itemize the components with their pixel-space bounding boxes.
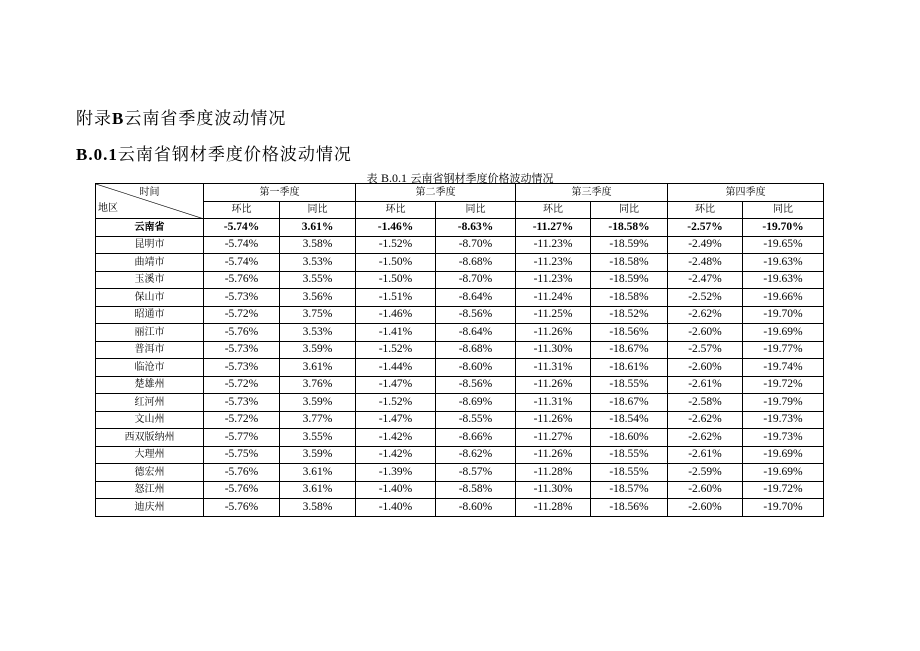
value-cell: -1.46% xyxy=(356,219,436,237)
value-cell: -5.74% xyxy=(204,236,280,254)
region-cell: 玉溪市 xyxy=(96,271,204,289)
value-cell: 3.58% xyxy=(280,499,356,517)
value-cell: -2.61% xyxy=(668,446,743,464)
value-cell: -18.59% xyxy=(591,271,668,289)
value-cell: -1.47% xyxy=(356,376,436,394)
value-cell: -19.77% xyxy=(743,341,824,359)
value-cell: -11.23% xyxy=(516,271,591,289)
value-cell: -11.24% xyxy=(516,289,591,307)
table-body xyxy=(96,219,824,517)
value-cell: -8.60% xyxy=(436,359,516,377)
sub-header: 环比 xyxy=(356,201,436,219)
value-cell: 3.55% xyxy=(280,429,356,447)
value-cell: -1.52% xyxy=(356,341,436,359)
value-cell: -18.56% xyxy=(591,324,668,342)
value-cell: -11.30% xyxy=(516,481,591,499)
quarter-header-row xyxy=(96,184,824,202)
sub-header: 同比 xyxy=(436,201,516,219)
value-cell: 3.75% xyxy=(280,306,356,324)
value-cell: -1.47% xyxy=(356,411,436,429)
value-cell: -5.73% xyxy=(204,341,280,359)
caption-number: B.0.1 xyxy=(380,171,407,185)
quarter-header: 第二季度 xyxy=(356,184,516,202)
value-cell: -19.70% xyxy=(743,219,824,237)
value-cell: 3.53% xyxy=(280,254,356,272)
sub-header: 环比 xyxy=(668,201,743,219)
value-cell: -2.60% xyxy=(668,499,743,517)
section-number: B.0.1 xyxy=(76,145,118,164)
value-cell: -1.40% xyxy=(356,481,436,499)
value-cell: -19.74% xyxy=(743,359,824,377)
value-cell: -18.54% xyxy=(591,411,668,429)
value-cell: -18.55% xyxy=(591,464,668,482)
region-cell: 普洱市 xyxy=(96,341,204,359)
value-cell: -1.39% xyxy=(356,464,436,482)
value-cell: -19.63% xyxy=(743,254,824,272)
table-row xyxy=(96,271,824,289)
table-row xyxy=(96,376,824,394)
value-cell: 3.55% xyxy=(280,271,356,289)
value-cell: -18.67% xyxy=(591,341,668,359)
value-cell: -8.62% xyxy=(436,446,516,464)
value-cell: -11.23% xyxy=(516,254,591,272)
value-cell: -11.31% xyxy=(516,394,591,412)
region-cell: 保山市 xyxy=(96,289,204,307)
value-cell: -8.64% xyxy=(436,324,516,342)
table-row xyxy=(96,359,824,377)
table-row xyxy=(96,464,824,482)
value-cell: -2.57% xyxy=(668,219,743,237)
value-cell: -19.69% xyxy=(743,324,824,342)
value-cell: -8.70% xyxy=(436,236,516,254)
value-cell: -11.23% xyxy=(516,236,591,254)
value-cell: -2.60% xyxy=(668,359,743,377)
value-cell: -2.49% xyxy=(668,236,743,254)
quarter-header: 第一季度 xyxy=(204,184,356,202)
region-cell: 德宏州 xyxy=(96,464,204,482)
sub-header: 同比 xyxy=(280,201,356,219)
table-row xyxy=(96,446,824,464)
value-cell: -2.57% xyxy=(668,341,743,359)
value-cell: -18.60% xyxy=(591,429,668,447)
value-cell: -2.61% xyxy=(668,376,743,394)
value-cell: 3.56% xyxy=(280,289,356,307)
value-cell: -11.28% xyxy=(516,499,591,517)
value-cell: -19.73% xyxy=(743,429,824,447)
value-cell: -8.69% xyxy=(436,394,516,412)
value-cell: -5.76% xyxy=(204,464,280,482)
value-cell: -19.66% xyxy=(743,289,824,307)
value-cell: 3.61% xyxy=(280,359,356,377)
corner-header-cell xyxy=(96,184,204,219)
section-title-text: 云南省钢材季度价格波动情况 xyxy=(117,145,352,165)
appendix-title-text: 云南省季度波动情况 xyxy=(124,109,287,129)
sub-header: 环比 xyxy=(204,201,280,219)
sub-header-row xyxy=(96,201,824,219)
table-row xyxy=(96,306,824,324)
value-cell: -11.26% xyxy=(516,411,591,429)
value-cell: -11.26% xyxy=(516,376,591,394)
value-cell: -8.70% xyxy=(436,271,516,289)
quarter-header: 第四季度 xyxy=(668,184,824,202)
value-cell: -1.50% xyxy=(356,271,436,289)
value-cell: -8.56% xyxy=(436,306,516,324)
value-cell: 3.61% xyxy=(280,464,356,482)
value-cell: -19.73% xyxy=(743,411,824,429)
value-cell: 3.53% xyxy=(280,324,356,342)
value-cell: -1.40% xyxy=(356,499,436,517)
value-cell: -5.75% xyxy=(204,446,280,464)
value-cell: -1.41% xyxy=(356,324,436,342)
region-cell: 楚雄州 xyxy=(96,376,204,394)
value-cell: -18.61% xyxy=(591,359,668,377)
value-cell: 3.59% xyxy=(280,394,356,412)
value-cell: -1.51% xyxy=(356,289,436,307)
value-cell: -8.56% xyxy=(436,376,516,394)
value-cell: -19.63% xyxy=(743,271,824,289)
value-cell: -2.59% xyxy=(668,464,743,482)
value-cell: -8.68% xyxy=(436,254,516,272)
region-cell: 昆明市 xyxy=(96,236,204,254)
value-cell: -5.72% xyxy=(204,411,280,429)
price-fluctuation-table xyxy=(95,183,824,517)
value-cell: -8.63% xyxy=(436,219,516,237)
value-cell: -5.76% xyxy=(204,271,280,289)
table-row xyxy=(96,341,824,359)
value-cell: -11.26% xyxy=(516,446,591,464)
value-cell: -11.25% xyxy=(516,306,591,324)
value-cell: -11.28% xyxy=(516,464,591,482)
corner-time-label: 时间 xyxy=(139,187,160,198)
region-cell: 曲靖市 xyxy=(96,254,204,272)
value-cell: -1.52% xyxy=(356,236,436,254)
value-cell: -5.73% xyxy=(204,394,280,412)
region-cell: 临沧市 xyxy=(96,359,204,377)
value-cell: -1.50% xyxy=(356,254,436,272)
table-row xyxy=(96,429,824,447)
table-row xyxy=(96,394,824,412)
value-cell: -8.68% xyxy=(436,341,516,359)
caption-text: 云南省钢材季度价格波动情况 xyxy=(410,172,554,185)
table-row xyxy=(96,411,824,429)
value-cell: -2.62% xyxy=(668,411,743,429)
value-cell: -1.46% xyxy=(356,306,436,324)
region-cell: 红河州 xyxy=(96,394,204,412)
value-cell: -19.79% xyxy=(743,394,824,412)
region-cell: 丽江市 xyxy=(96,324,204,342)
appendix-letter: B xyxy=(112,109,125,128)
value-cell: -19.70% xyxy=(743,499,824,517)
value-cell: -5.76% xyxy=(204,481,280,499)
sub-header: 同比 xyxy=(591,201,668,219)
caption-prefix: 表 xyxy=(366,172,378,185)
value-cell: -11.30% xyxy=(516,341,591,359)
value-cell: -2.62% xyxy=(668,429,743,447)
region-cell: 怒江州 xyxy=(96,481,204,499)
value-cell: -2.48% xyxy=(668,254,743,272)
value-cell: 3.59% xyxy=(280,446,356,464)
value-cell: -1.52% xyxy=(356,394,436,412)
value-cell: -5.72% xyxy=(204,376,280,394)
value-cell: -19.65% xyxy=(743,236,824,254)
value-cell: -5.76% xyxy=(204,324,280,342)
table-row-total xyxy=(96,219,824,237)
table-row xyxy=(96,236,824,254)
region-cell: 大理州 xyxy=(96,446,204,464)
value-cell: -11.27% xyxy=(516,429,591,447)
value-cell: -18.59% xyxy=(591,236,668,254)
value-cell: -1.42% xyxy=(356,429,436,447)
sub-header: 环比 xyxy=(516,201,591,219)
value-cell: 3.61% xyxy=(280,219,356,237)
region-cell: 迪庆州 xyxy=(96,499,204,517)
table-row xyxy=(96,289,824,307)
value-cell: -2.60% xyxy=(668,324,743,342)
value-cell: 3.59% xyxy=(280,341,356,359)
value-cell: -18.57% xyxy=(591,481,668,499)
value-cell: -5.73% xyxy=(204,359,280,377)
table-row xyxy=(96,481,824,499)
value-cell: -18.58% xyxy=(591,289,668,307)
value-cell: -19.72% xyxy=(743,481,824,499)
value-cell: -1.42% xyxy=(356,446,436,464)
value-cell: -19.69% xyxy=(743,446,824,464)
value-cell: -19.72% xyxy=(743,376,824,394)
value-cell: -18.52% xyxy=(591,306,668,324)
value-cell: -5.74% xyxy=(204,254,280,272)
value-cell: -11.27% xyxy=(516,219,591,237)
value-cell: -5.77% xyxy=(204,429,280,447)
value-cell: 3.58% xyxy=(280,236,356,254)
value-cell: -19.70% xyxy=(743,306,824,324)
value-cell: -8.64% xyxy=(436,289,516,307)
region-cell: 昭通市 xyxy=(96,306,204,324)
value-cell: -2.60% xyxy=(668,481,743,499)
value-cell: -1.44% xyxy=(356,359,436,377)
value-cell: -18.56% xyxy=(591,499,668,517)
value-cell: -5.76% xyxy=(204,499,280,517)
value-cell: -18.58% xyxy=(591,219,668,237)
value-cell: -5.74% xyxy=(204,219,280,237)
value-cell: -5.73% xyxy=(204,289,280,307)
value-cell: -18.55% xyxy=(591,446,668,464)
value-cell: -8.58% xyxy=(436,481,516,499)
quarter-header: 第三季度 xyxy=(516,184,668,202)
value-cell: 3.77% xyxy=(280,411,356,429)
region-cell: 西双版纳州 xyxy=(96,429,204,447)
corner-region-label: 地区 xyxy=(98,203,118,214)
value-cell: -11.31% xyxy=(516,359,591,377)
table-row xyxy=(96,324,824,342)
table-row xyxy=(96,499,824,517)
value-cell: -5.72% xyxy=(204,306,280,324)
sub-header: 同比 xyxy=(743,201,824,219)
value-cell: -8.60% xyxy=(436,499,516,517)
region-cell: 文山州 xyxy=(96,411,204,429)
value-cell: -2.47% xyxy=(668,271,743,289)
value-cell: -2.62% xyxy=(668,306,743,324)
region-cell: 云南省 xyxy=(96,219,204,237)
value-cell: 3.76% xyxy=(280,376,356,394)
section-title xyxy=(76,140,352,165)
value-cell: -18.55% xyxy=(591,376,668,394)
value-cell: -2.52% xyxy=(668,289,743,307)
value-cell: -8.57% xyxy=(436,464,516,482)
appendix-prefix: 附录 xyxy=(76,109,112,129)
value-cell: -18.67% xyxy=(591,394,668,412)
appendix-title xyxy=(76,104,286,129)
value-cell: -19.69% xyxy=(743,464,824,482)
value-cell: -11.26% xyxy=(516,324,591,342)
value-cell: -8.66% xyxy=(436,429,516,447)
value-cell: 3.61% xyxy=(280,481,356,499)
value-cell: -8.55% xyxy=(436,411,516,429)
value-cell: -2.58% xyxy=(668,394,743,412)
value-cell: -18.58% xyxy=(591,254,668,272)
table-row xyxy=(96,254,824,272)
